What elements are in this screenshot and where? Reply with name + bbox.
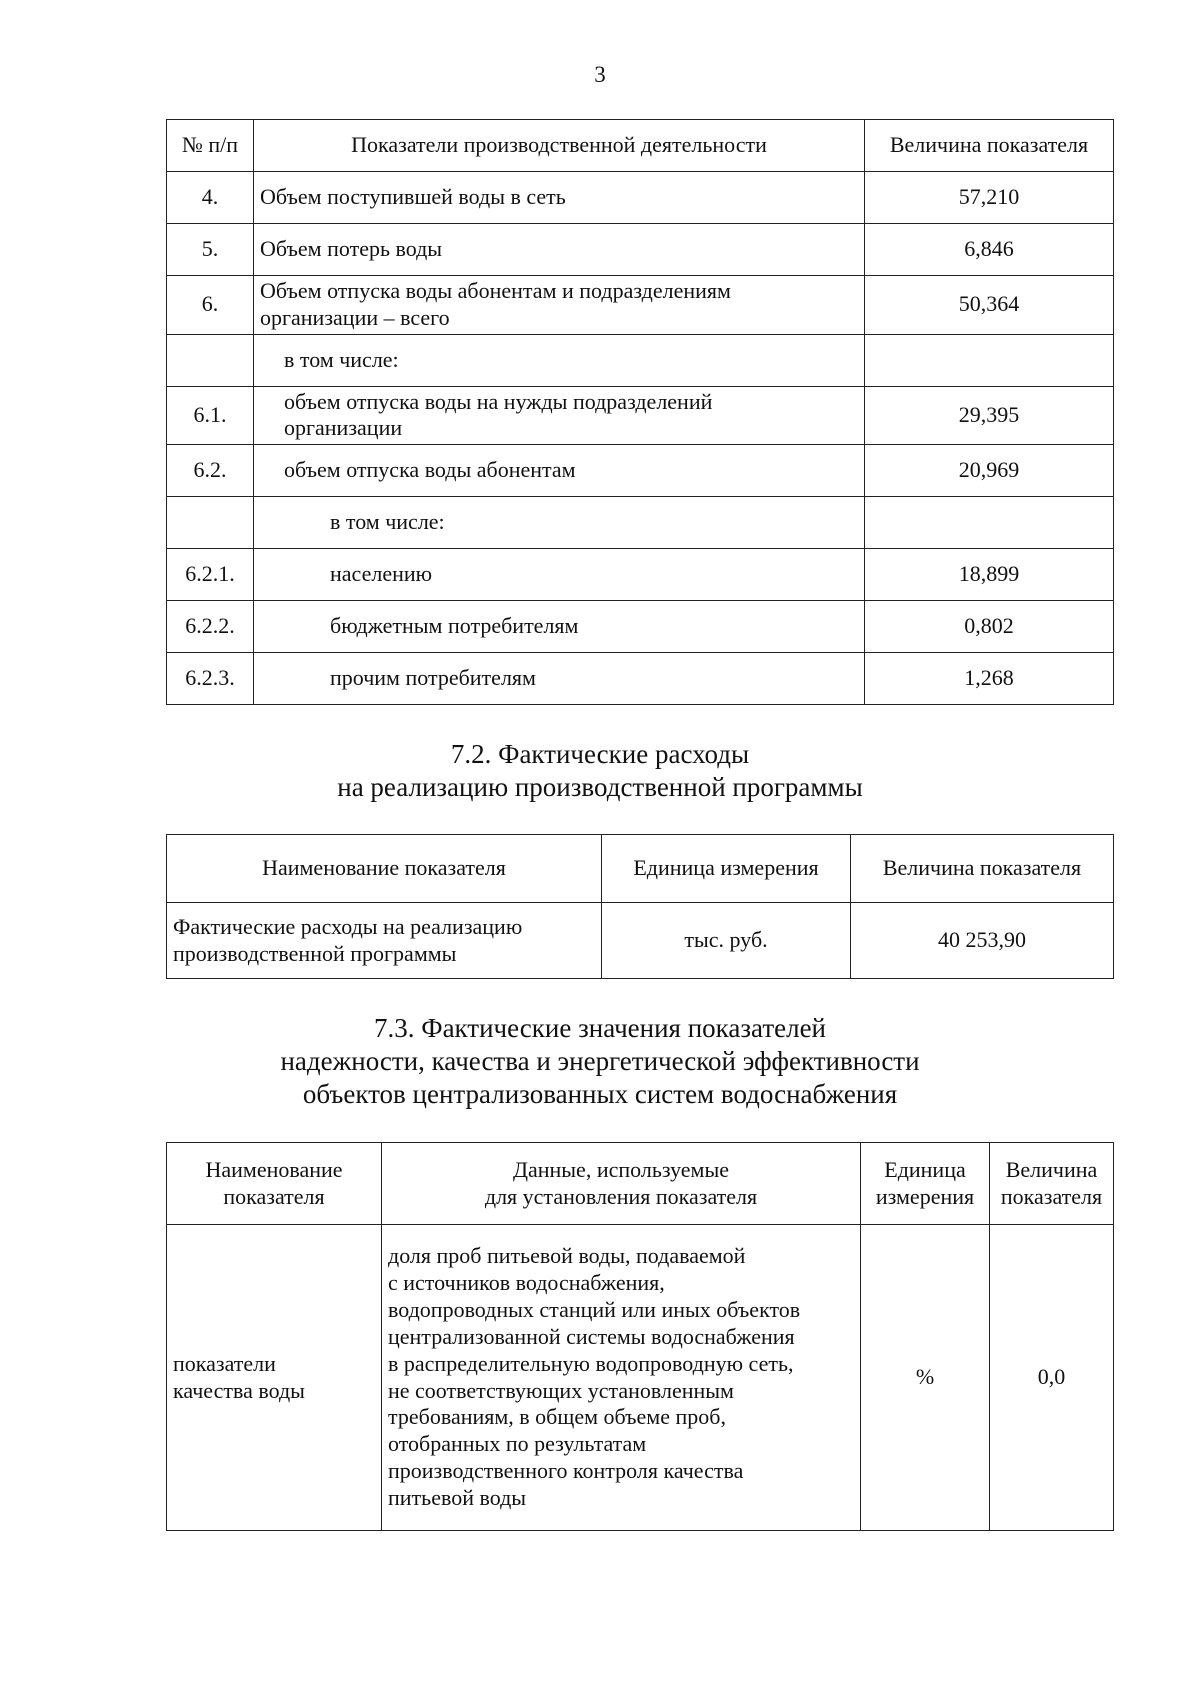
section-heading-7-2: 7.2. Фактические расходы на реализацию производственной программы: [337, 739, 863, 802]
column-header-data: Данные, используемые для установления показателя: [382, 1143, 861, 1225]
row-unit: тыс. руб.: [602, 903, 851, 979]
table-row: [167, 172, 1114, 224]
row-number: 6.1.: [167, 386, 254, 445]
row-label: в том числе:: [254, 334, 865, 386]
row-number: [167, 334, 254, 386]
row-label: в том числе:: [254, 497, 865, 549]
row-label: Объем отпуска воды абонентам и подразделениям организации – всего: [254, 276, 865, 335]
row-label: населению: [254, 549, 865, 601]
row-label: бюджетным потребителям: [254, 601, 865, 653]
row-name: показатели качества воды: [167, 1225, 382, 1531]
table-header-row: [167, 835, 1114, 903]
row-number: 6.2.2.: [167, 601, 254, 653]
row-data-description: доля проб питьевой воды, подаваемой с источников водоснабжения, водопроводных станций или иных объектов централизованной системы водоснабжения в распределительную водопроводную сеть, не соответствующих установленным требованиям, в общем объеме проб, отобранных по результатам производственного контроля качества питьевой воды: [382, 1225, 861, 1531]
row-value: 6,846: [865, 224, 1114, 276]
row-value: 20,969: [865, 445, 1114, 497]
row-value: 18,899: [865, 549, 1114, 601]
column-header-unit: Единица измерения: [602, 835, 851, 903]
row-number: 6.2.1.: [167, 549, 254, 601]
table-row: [167, 601, 1114, 653]
section-heading-7-3: 7.3. Фактические значения показателей надежности, качества и энергетической эффективности объектов централизованных систем водоснабжения: [280, 1013, 920, 1109]
row-label: Объем поступившей воды в сеть: [254, 172, 865, 224]
row-value: [865, 334, 1114, 386]
column-header-unit: Единица измерения: [861, 1143, 990, 1225]
row-value: 29,395: [865, 386, 1114, 445]
table-header-row: [167, 1143, 1114, 1225]
row-value: 0,802: [865, 601, 1114, 653]
row-value: 40 253,90: [851, 903, 1114, 979]
row-value: 50,364: [865, 276, 1114, 335]
row-value: 0,0: [990, 1225, 1114, 1531]
column-header-number: № п/п: [167, 120, 254, 172]
table-row: [167, 386, 1114, 445]
row-number: 6.: [167, 276, 254, 335]
row-number: 4.: [167, 172, 254, 224]
row-label: объем отпуска воды на нужды подразделений организации: [254, 386, 865, 445]
column-header-indicator: Показатели производственной деятельности: [254, 120, 865, 172]
column-header-value: Величина показателя: [851, 835, 1114, 903]
row-label: прочим потребителям: [254, 653, 865, 705]
quality-indicators-table: [166, 1142, 1114, 1531]
column-header-value: Величина показателя: [865, 120, 1114, 172]
row-number: 6.2.3.: [167, 653, 254, 705]
row-name: Фактические расходы на реализацию производственной программы: [167, 903, 602, 979]
column-header-value: Величина показателя: [990, 1143, 1114, 1225]
table-row: [167, 903, 1114, 979]
row-value: 57,210: [865, 172, 1114, 224]
row-label: Объем потерь воды: [254, 224, 865, 276]
actual-expenses-table: [166, 834, 1114, 979]
table-row: [167, 549, 1114, 601]
row-unit: %: [861, 1225, 990, 1531]
production-indicators-table: [166, 119, 1114, 705]
table-header-row: [167, 120, 1114, 172]
row-label: объем отпуска воды абонентам: [254, 445, 865, 497]
table-row: [167, 224, 1114, 276]
column-header-name: Наименование показателя: [167, 1143, 382, 1225]
table-row: [167, 653, 1114, 705]
table-row: [167, 445, 1114, 497]
column-header-name: Наименование показателя: [167, 835, 602, 903]
table-row: [167, 334, 1114, 386]
row-number: 6.2.: [167, 445, 254, 497]
table-row: [167, 497, 1114, 549]
table-row: [167, 1225, 1114, 1531]
row-value: [865, 497, 1114, 549]
table-row: [167, 276, 1114, 335]
row-value: 1,268: [865, 653, 1114, 705]
page-number: 3: [594, 62, 606, 87]
row-number: 5.: [167, 224, 254, 276]
row-number: [167, 497, 254, 549]
